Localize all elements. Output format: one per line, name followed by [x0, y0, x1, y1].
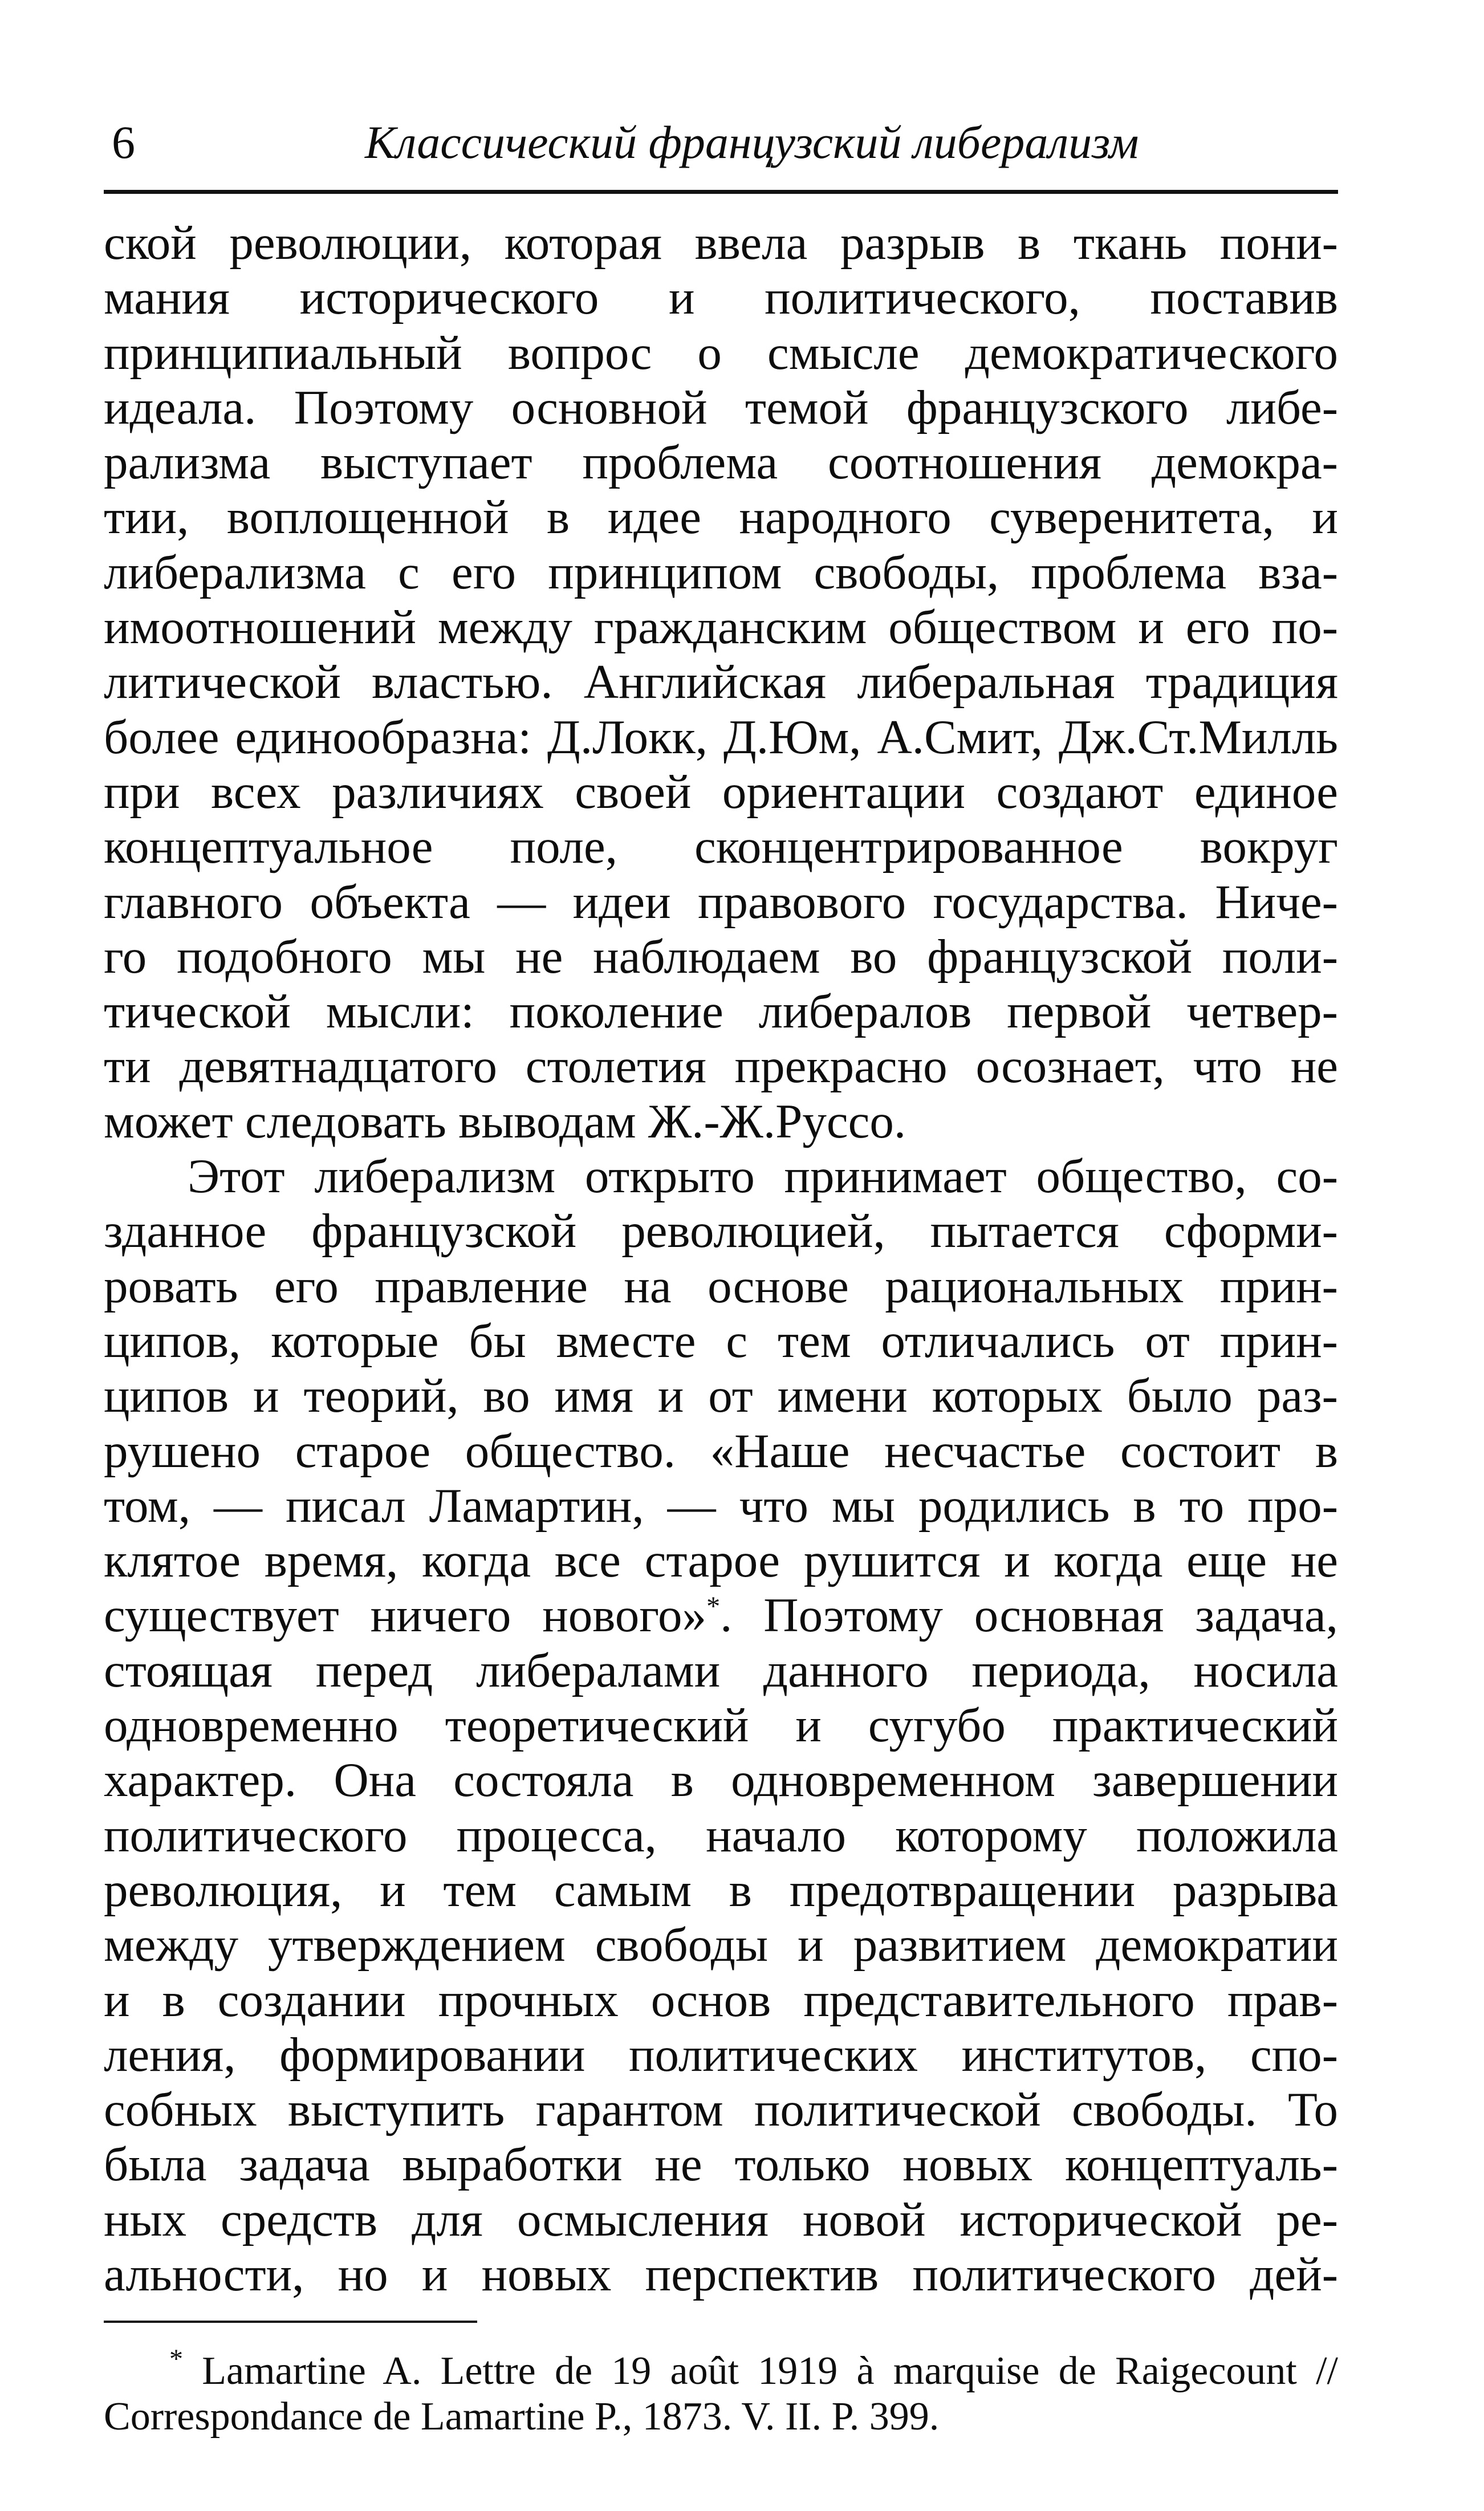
- running-head: [104, 100, 1338, 185]
- footnote-line: Correspondance de Lamartine P., 1873. V. II. P. 399.: [104, 2395, 940, 2439]
- text-line: главного объекта — идеи правового государства. Ниче-: [104, 875, 1338, 929]
- text-line: ципов и теорий, во имя и от имени которых было раз-: [104, 1369, 1338, 1423]
- text-line: го подобного мы не наблюдаем во французской поли-: [104, 929, 1338, 984]
- text-line: мания исторического и политического, поставив: [104, 271, 1338, 325]
- footnote-marker: *: [169, 2344, 183, 2375]
- text-line: ской революции, которая ввела разрыв в ткань пони-: [104, 216, 1338, 270]
- text-line: тической мысли: поколение либералов первой четвер-: [104, 985, 1338, 1039]
- text-line: имоотношений между гражданским обществом и его по-: [104, 600, 1338, 655]
- text-line: литической властью. Английская либеральная традиция: [104, 655, 1338, 709]
- footnote-line: [104, 2344, 1338, 2394]
- text-line: ципов, которые бы вместе с тем отличались от прин-: [104, 1314, 1338, 1368]
- text-line: либерализма с его принципом свободы, проблема вза-: [104, 545, 1338, 599]
- header-rule: [104, 190, 1338, 194]
- footnote-reference-marker: *: [706, 1591, 721, 1622]
- text-line: тии, воплощенной в идее народного суверенитета, и: [104, 490, 1338, 545]
- text-line: революция, и тем самым в предотвращении разрыва: [104, 1863, 1338, 1917]
- footnote-rule: [104, 2321, 477, 2323]
- text-line: зданное французской революцией, пытается сформи-: [104, 1204, 1338, 1258]
- text-line: рализма выступает проблема соотношения демокра-: [104, 436, 1338, 490]
- body-text: [104, 216, 1338, 2302]
- footnote-text: Lamartine A. Lettre de 19 août 1919 à marquise de Raigecount //: [183, 2349, 1338, 2394]
- text-line: политического процесса, начало которому положила: [104, 1808, 1338, 1862]
- text-line: идеала. Поэтому основной темой французского либе-: [104, 380, 1338, 434]
- text-line: том, — писал Ламартин, — что мы родились в то про-: [104, 1478, 1338, 1533]
- text-line: была задача выработки не только новых концептуаль-: [104, 2138, 1338, 2192]
- page-number: 6: [112, 116, 135, 168]
- text-line: может следовать выводам Ж.-Ж.Руссо.: [104, 1094, 906, 1148]
- text-line: при всех различиях своей ориентации создают единое: [104, 765, 1338, 819]
- text-line: ных средств для осмысления новой исторической ре-: [104, 2192, 1338, 2246]
- text-line-with-footnote-ref: [104, 1588, 1338, 1643]
- text-line: ровать его правление на основе рациональных прин-: [104, 1259, 1338, 1313]
- running-title: Классический французский либерализм: [365, 116, 1139, 168]
- line-text: существует ничего нового»: [104, 1588, 707, 1643]
- text-line: стоящая перед либералами данного периода, носила: [104, 1643, 1338, 1697]
- footnotes: [104, 2344, 1338, 2440]
- text-line: концептуальное поле, сконцентрированное вокруг: [104, 820, 1338, 874]
- text-line: альности, но и новых перспектив политического дей-: [104, 2247, 1338, 2301]
- book-page: [104, 100, 1338, 2440]
- text-line: ления, формировании политических институтов, спо-: [104, 2028, 1338, 2082]
- text-line: рушено старое общество. «Наше несчастье состоит в: [104, 1424, 1338, 1478]
- text-line: более единообразна: Д.Локк, Д.Юм, А.Смит, Дж.Ст.Милль: [104, 710, 1338, 764]
- line-text-tail: . Поэтому основная задача,: [720, 1588, 1339, 1643]
- text-line: собных выступить гарантом политической свободы. То: [104, 2083, 1338, 2137]
- text-line: принципиальный вопрос о смысле демократического: [104, 326, 1338, 380]
- text-line: ти девятнадцатого столетия прекрасно осознает, что не: [104, 1039, 1338, 1094]
- text-line: одновременно теоретический и сугубо практический: [104, 1699, 1338, 1753]
- text-line: между утверждением свободы и развитием демократии: [104, 1918, 1338, 1972]
- text-line: Этот либерализм открыто принимает общество, со-: [188, 1149, 1338, 1204]
- text-line: клятое время, когда все старое рушится и когда еще не: [104, 1534, 1338, 1588]
- text-line: и в создании прочных основ представительного прав-: [104, 1973, 1338, 2027]
- text-line: характер. Она состояла в одновременном завершении: [104, 1753, 1338, 1807]
